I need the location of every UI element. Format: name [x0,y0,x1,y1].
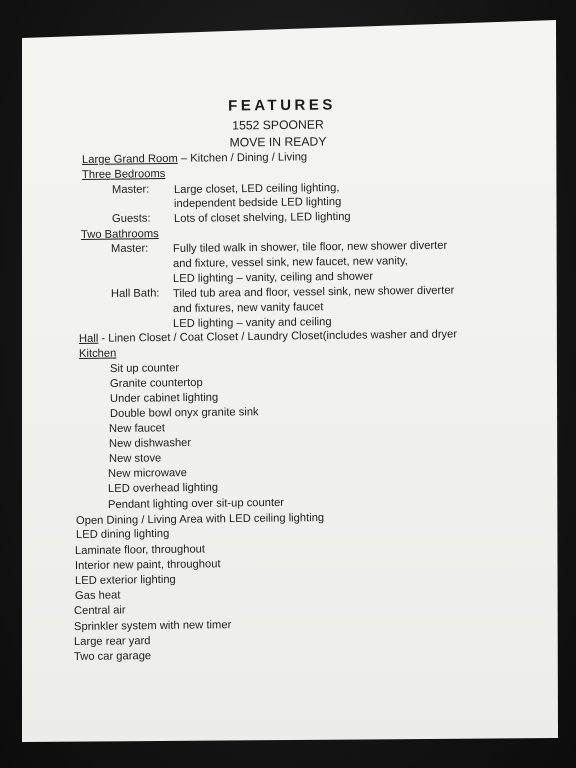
kitchen-item: Sit up counter [109,362,180,375]
general-item: Central air [73,604,126,617]
kitchen-item: Double bowl onyx granite sink [109,406,259,420]
general-item: Open Dining / Living Area with LED ceiling lighting [75,511,325,527]
kitchen-item: New stove [108,452,162,465]
kitchen-item: Granite countertop [109,376,203,390]
general-item: Interior new paint, throughout [74,558,221,572]
hall-heading: Hall [78,332,99,345]
general-item: LED exterior lighting [74,573,176,587]
kitchen-item: LED overhead lighting [107,481,219,495]
hall-bath-line-1: Tiled tub area and floor, vessel sink, new shower diverter [172,284,455,300]
general-item: Sprinkler system with new timer [73,619,232,633]
general-item: Two car garage [73,650,152,663]
bedroom-master-label: Master: [111,183,150,196]
property-address: 1552 SPOONER [232,117,324,133]
bath-master-label: Master: [110,242,149,255]
document-title: FEATURES [228,96,336,115]
kitchen-item: New microwave [107,467,188,480]
kitchen-item: New faucet [108,422,166,435]
bedroom-guests-line-1: Lots of closet shelving, LED lighting [173,210,351,225]
hall-bath-line-2: and fixtures, new vanity faucet [172,301,324,315]
bath-master-line-3: LED lighting – vanity, ceiling and shower [172,270,374,285]
kitchen-item: Under cabinet lighting [109,391,219,405]
general-item: Large rear yard [73,635,151,648]
general-item: Gas heat [74,589,121,602]
general-item: Laminate floor, throughout [74,543,206,557]
hall-line [79,327,457,346]
kitchen-heading: Kitchen [78,347,117,360]
grand-room-line [82,150,307,167]
bedroom-master-line-2: independent bedside LED lighting [173,195,342,210]
bedroom-master-line-1: Large closet, LED ceiling lighting, [173,181,340,196]
bath-master-line-2: and fixture, vessel sink, new faucet, new vanity, [172,255,408,270]
kitchen-item: Pendant lighting over sit-up counter [107,496,285,511]
hall-bath-line-3: LED lighting – vanity and ceiling [172,316,332,330]
grand-room-heading: Large Grand Room [81,152,178,166]
hall-detail: - Linen Closet / Coat Closet / Laundry Closet(includes washer and dryer [98,328,458,345]
hall-bath-label: Hall Bath: [110,287,160,300]
grand-room-detail: – Kitchen / Dining / Living [177,151,308,165]
general-item: LED dining lighting [75,527,170,541]
bedroom-guests-label: Guests: [111,212,151,225]
bathrooms-heading: Two Bathrooms [80,228,159,241]
property-status: MOVE IN READY [229,134,327,150]
bath-master-line-1: Fully tiled walk in shower, tile floor, new shower diverter [172,239,448,255]
kitchen-item: New dishwasher [108,436,192,450]
bedrooms-heading: Three Bedrooms [81,167,166,181]
